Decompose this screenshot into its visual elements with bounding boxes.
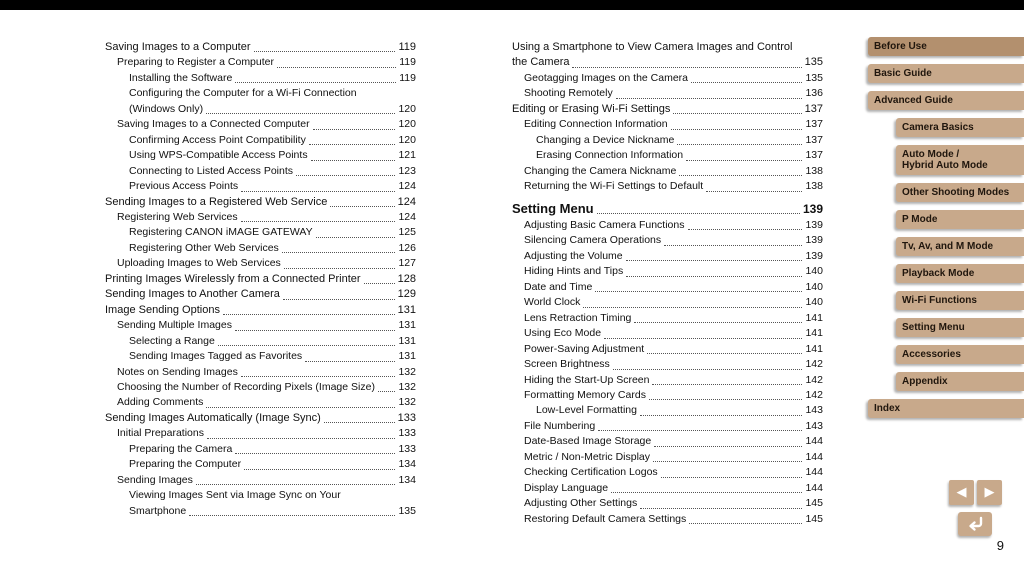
return-button[interactable] — [958, 512, 992, 536]
toc-entry-text: File Numbering — [524, 419, 596, 432]
toc-dotted-leader — [626, 261, 802, 276]
next-page-button[interactable]: ▶ — [977, 480, 1002, 505]
toc-dotted-leader — [649, 385, 803, 400]
toc-dotted-leader — [691, 68, 802, 83]
toc-entry-text: Power-Saving Adjustment — [524, 342, 645, 355]
toc-entry-text: Checking Certification Logos — [524, 466, 658, 479]
sidebar-item-label: Index — [874, 403, 901, 414]
sidebar-item-p-mode[interactable] — [896, 210, 1024, 229]
toc-entry-text: Viewing Images Sent via Image Sync on Your — [129, 489, 341, 502]
toc-entry-text: Adding Comments — [117, 396, 204, 409]
toc-dotted-leader — [311, 145, 396, 160]
toc-dotted-leader — [206, 392, 395, 407]
pager-nav — [949, 480, 1002, 505]
toc-page-ref: 131 — [398, 334, 416, 347]
toc-dotted-leader — [616, 83, 803, 98]
toc-page-ref: 132 — [398, 365, 416, 378]
toc-entry-text: Using WPS-Compatible Access Points — [129, 149, 308, 162]
sidebar-item-basic-guide[interactable] — [868, 64, 1024, 83]
toc-dotted-leader — [296, 161, 395, 176]
toc-page-ref: 141 — [805, 342, 823, 355]
sidebar-item-label: P Mode — [902, 214, 938, 225]
toc-page-ref: 131 — [397, 303, 416, 316]
toc-entry-text: Confirming Access Point Compatibility — [129, 133, 306, 146]
toc-dotted-leader — [378, 377, 396, 392]
toc-dotted-leader — [611, 478, 802, 493]
toc-dotted-leader — [235, 315, 395, 330]
toc-dotted-leader — [647, 339, 802, 354]
toc-entry-text: (Windows Only) — [129, 102, 204, 115]
toc-page-ref: 135 — [804, 56, 823, 69]
sidebar-item-advanced-guide[interactable] — [868, 91, 1024, 110]
toc-page-ref: 120 — [398, 118, 416, 131]
toc-entry-text: Restoring Default Camera Settings — [524, 512, 687, 525]
toc-entry-text: Hiding Hints and Tips — [524, 265, 624, 278]
toc-entry-text: Saving Images to a Connected Computer — [117, 118, 310, 131]
toc-entry-row — [524, 179, 823, 194]
toc-page-ref: 140 — [805, 296, 823, 309]
toc-page-ref: 129 — [397, 288, 416, 301]
toc-page-ref: 132 — [398, 396, 416, 409]
toc-entry-text: Adjusting the Volume — [524, 249, 623, 262]
toc-page-ref: 139 — [805, 218, 823, 231]
toc-dotted-leader — [282, 238, 396, 253]
toc-entry-text: Initial Preparations — [117, 427, 204, 440]
toc-page-ref: 119 — [398, 41, 416, 53]
toc-page-ref: 138 — [805, 164, 823, 177]
toc-dotted-leader — [640, 493, 802, 508]
toc-page-ref: 137 — [805, 118, 823, 131]
toc-page-ref: 144 — [805, 481, 823, 494]
toc-page-ref: 140 — [805, 280, 823, 293]
toc-dotted-leader — [241, 176, 395, 191]
toc-entry-text: Registering Web Services — [117, 210, 238, 223]
toc-entry-text: Notes on Sending Images — [117, 365, 238, 378]
toc-dotted-leader — [686, 145, 802, 160]
toc-dotted-leader — [652, 370, 802, 385]
toc-entry-text: Hiding the Start-Up Screen — [524, 373, 650, 386]
toc-dotted-leader — [653, 447, 802, 462]
toc-page-ref: 138 — [805, 180, 823, 193]
toc-entry-text: Low-Level Formatting — [536, 404, 637, 417]
toc-page-ref: 137 — [804, 102, 823, 115]
toc-entry-text: Using Eco Mode — [524, 327, 602, 340]
toc-page-ref: 135 — [398, 504, 416, 517]
toc-entry-text: Preparing to Register a Computer — [117, 56, 274, 69]
sidebar-item-label: Before Use — [874, 41, 927, 52]
toc-page-ref: 142 — [805, 388, 823, 401]
toc-entry-text: Printing Images Wirelessly from a Connected Printer — [105, 272, 361, 285]
toc-entry-text: Silencing Camera Operations — [524, 234, 662, 247]
sidebar-item-before-use[interactable] — [868, 37, 1024, 56]
toc-entry-row — [117, 365, 416, 380]
sidebar-item-label: Appendix — [902, 376, 948, 387]
toc-page-ref: 131 — [398, 350, 416, 363]
toc-page-ref: 126 — [398, 241, 416, 254]
sidebar-item-label: Accessories — [902, 349, 961, 360]
toc-page-ref: 145 — [805, 497, 823, 510]
toc-entry-text: Date and Time — [524, 280, 593, 293]
toc-page-ref: 142 — [805, 358, 823, 371]
toc-page-ref: 145 — [805, 512, 823, 525]
toc-page-ref: 124 — [398, 180, 416, 193]
sidebar-item-tv-av-and-m-mode[interactable] — [896, 237, 1024, 256]
toc-entry-text: Editing or Erasing Wi-Fi Settings — [512, 102, 671, 115]
toc-entry-text: Preparing the Camera — [129, 442, 233, 455]
toc-entry-text: Editing Connection Information — [524, 118, 668, 131]
toc-entry-text: Choosing the Number of Recording Pixels (Image Size) — [117, 380, 375, 393]
toc-column-right — [512, 40, 823, 527]
toc-dotted-leader — [316, 222, 396, 237]
toc-entry-text: Preparing the Computer — [129, 458, 242, 471]
toc-entry-text: Formatting Memory Cards — [524, 388, 646, 401]
toc-page-ref: 133 — [397, 411, 416, 424]
toc-entry-text: World Clock — [524, 296, 581, 309]
sidebar-item-label: Setting Menu — [902, 322, 965, 333]
toc-page-ref: 127 — [398, 257, 416, 270]
toc-entry[interactable] — [105, 488, 416, 519]
sidebar-item-camera-basics[interactable] — [896, 118, 1024, 137]
toc-entry-text: Changing a Device Nickname — [536, 133, 675, 146]
toc-dotted-leader — [364, 269, 395, 284]
toc-page-ref: 140 — [805, 265, 823, 278]
toc-page-ref: 144 — [805, 450, 823, 463]
toc-dotted-leader — [283, 284, 395, 299]
toc-page-ref: 120 — [398, 102, 416, 115]
toc-entry-text: Uploading Images to Web Services — [117, 257, 281, 270]
toc-page-ref: 135 — [805, 71, 823, 84]
toc-entry-text: Saving Images to a Computer — [105, 41, 251, 53]
sidebar-item-label: Advanced Guide — [874, 95, 953, 106]
toc-entry[interactable] — [105, 71, 416, 86]
toc-page-ref: 125 — [398, 226, 416, 239]
toc-dotted-leader — [572, 52, 801, 67]
toc-entry-text: Sending Images to a Registered Web Service — [105, 195, 328, 208]
toc-entry-text: Sending Images — [117, 473, 193, 486]
toc-entry[interactable] — [105, 86, 416, 117]
toc-entry-text: Using a Smartphone to View Camera Images and Control — [512, 41, 793, 53]
toc-dotted-leader — [706, 176, 802, 191]
sidebar-item-wi-fi-functions[interactable] — [896, 291, 1024, 310]
sidebar-item-accessories[interactable] — [896, 345, 1024, 364]
toc-page-ref: 132 — [398, 380, 416, 393]
sidebar-nav — [868, 37, 1024, 426]
sidebar-item-label: Wi-Fi Functions — [902, 295, 977, 306]
toc-entry-text: Shooting Remotely — [524, 87, 613, 100]
toc-page-ref: 134 — [398, 473, 416, 486]
toc-page-ref: 124 — [398, 210, 416, 223]
toc-page-ref: 123 — [398, 164, 416, 177]
toc-dotted-leader — [254, 37, 396, 52]
toc-entry-row — [129, 71, 416, 86]
toc-entry-text: Sending Multiple Images — [117, 319, 232, 332]
toc-dotted-leader — [654, 431, 802, 446]
toc-dotted-leader — [277, 52, 396, 67]
toc-dotted-leader — [626, 246, 803, 261]
toc-dotted-leader — [218, 331, 396, 346]
toc-entry-text: Adjusting Other Settings — [524, 497, 638, 510]
toc-dotted-leader — [324, 408, 395, 423]
sidebar-item-index[interactable] — [868, 399, 1024, 418]
toc-dotted-leader — [206, 99, 395, 114]
toc-dotted-leader — [313, 114, 396, 129]
toc-entry-text: Image Sending Options — [105, 303, 220, 316]
toc-dotted-leader — [661, 462, 803, 477]
toc-dotted-leader — [688, 215, 803, 230]
toc-entry-row — [129, 504, 416, 519]
toc-dotted-leader — [634, 308, 802, 323]
toc-dotted-leader — [671, 114, 803, 129]
toc-page-ref: 120 — [398, 133, 416, 146]
toc-dotted-leader — [583, 292, 802, 307]
toc-entry-row — [524, 512, 823, 527]
sidebar-item-playback-mode[interactable] — [896, 264, 1024, 283]
toc-entry-text: Geotagging Images on the Camera — [524, 71, 689, 84]
sidebar-item-appendix[interactable] — [896, 372, 1024, 391]
toc-entry-text: Display Language — [524, 481, 609, 494]
sidebar-item-label: Hybrid Auto Mode — [902, 160, 988, 171]
toc-entry[interactable] — [105, 365, 416, 380]
toc-entry-text: Registering Other Web Services — [129, 241, 279, 254]
toc-dotted-leader — [223, 300, 395, 315]
toc-dotted-leader — [196, 470, 396, 485]
toc-page-ref: 133 — [398, 442, 416, 455]
toc-dotted-leader — [241, 362, 396, 377]
toc-entry-text: Selecting a Range — [129, 334, 215, 347]
toc-entry-text: Registering CANON iMAGE GATEWAY — [129, 226, 313, 239]
toc-entry-text: Previous Access Points — [129, 180, 239, 193]
toc-dotted-leader — [677, 130, 802, 145]
sidebar-item-label: Playback Mode — [902, 268, 975, 279]
toc-page-ref: 124 — [397, 195, 416, 208]
toc-entry[interactable] — [512, 179, 823, 194]
return-arrow-icon — [965, 516, 985, 532]
toc-entry-text: Sending Images to Another Camera — [105, 288, 280, 301]
toc-dotted-leader — [189, 501, 395, 516]
toc-entry-text: Adjusting Basic Camera Functions — [524, 218, 685, 231]
toc-dotted-leader — [305, 346, 395, 361]
toc-entry-text: Changing the Camera Nickname — [524, 164, 677, 177]
sidebar-item-label: Tv, Av, and M Mode — [902, 241, 994, 252]
toc-entry-text: Screen Brightness — [524, 358, 610, 371]
sidebar-item-label: Camera Basics — [902, 122, 974, 133]
toc-dotted-leader — [284, 253, 396, 268]
toc-dotted-leader — [309, 130, 396, 145]
toc-dotted-leader — [640, 400, 803, 415]
toc-page-ref: 144 — [805, 466, 823, 479]
toc-entry-text: Installing the Software — [129, 71, 233, 84]
toc-page-ref: 119 — [399, 56, 416, 69]
toc-entry-text: Date-Based Image Storage — [524, 435, 652, 448]
toc-entry-text: Sending Images Automatically (Image Sync) — [105, 411, 321, 424]
toc-page-ref: 136 — [805, 87, 823, 100]
sidebar-item-label: Basic Guide — [874, 68, 932, 79]
toc-page-ref: 119 — [399, 71, 416, 84]
toc-page-ref: 128 — [397, 272, 416, 285]
toc-entry-row — [117, 473, 416, 488]
toc-entry[interactable] — [512, 40, 823, 71]
toc-dotted-leader — [679, 161, 802, 176]
toc-dotted-leader — [613, 354, 803, 369]
page-number: 9 — [996, 538, 1004, 553]
toc-page-ref: 137 — [805, 133, 823, 146]
toc-entry-text: the Camera — [512, 56, 570, 69]
toc-column-left — [105, 40, 416, 519]
toc-entry-text: Sending Images Tagged as Favorites — [129, 350, 303, 363]
sidebar-item-label: Other Shooting Modes — [902, 187, 1010, 198]
toc-dotted-leader — [604, 323, 802, 338]
toc-entry-text: Setting Menu — [512, 200, 594, 216]
toc-dotted-leader — [241, 207, 396, 222]
toc-entry-text: Returning the Wi-Fi Settings to Default — [524, 180, 704, 193]
toc-dotted-leader — [330, 192, 394, 207]
toc-page-ref: 143 — [805, 404, 823, 417]
toc-page-ref: 144 — [805, 435, 823, 448]
toc-entry-text: Erasing Connection Information — [536, 149, 684, 162]
toc-dotted-leader — [235, 68, 396, 83]
toc-page-ref: 137 — [805, 149, 823, 162]
toc-entry[interactable] — [105, 473, 416, 488]
toc-dotted-leader — [598, 416, 802, 431]
toc-entry[interactable] — [512, 512, 823, 527]
toc-dotted-leader — [595, 277, 802, 292]
toc-dotted-leader — [597, 198, 800, 214]
toc-entry-text: Smartphone — [129, 504, 187, 517]
toc-entry-text: Lens Retraction Timing — [524, 311, 632, 324]
toc-dotted-leader — [207, 423, 396, 438]
toc-dotted-leader — [673, 99, 801, 114]
toc-page-ref: 131 — [398, 319, 416, 332]
toc-page-ref: 139 — [805, 249, 823, 262]
toc-dotted-leader — [235, 439, 395, 454]
toc-dotted-leader — [664, 230, 802, 245]
toc-page-ref: 141 — [805, 311, 823, 324]
toc-page-ref: 143 — [805, 419, 823, 432]
toc-dotted-leader — [689, 509, 802, 524]
prev-page-button[interactable]: ◀ — [949, 480, 974, 505]
top-bar — [0, 0, 1024, 10]
sidebar-item-auto-mode-hybrid-auto-mode[interactable] — [896, 145, 1024, 175]
toc-dotted-leader — [244, 454, 395, 469]
toc-page-ref: 142 — [805, 373, 823, 386]
toc-page-ref: 139 — [802, 201, 823, 216]
toc-entry-text: Connecting to Listed Access Points — [129, 164, 294, 177]
toc-page-ref: 134 — [398, 458, 416, 471]
sidebar-item-setting-menu[interactable] — [896, 318, 1024, 337]
toc-page-ref: 133 — [398, 427, 416, 440]
toc-page-ref: 121 — [398, 149, 416, 162]
sidebar-item-other-shooting-modes[interactable] — [896, 183, 1024, 202]
toc-page-ref: 141 — [805, 327, 823, 340]
sidebar-item-label: Auto Mode / — [902, 149, 960, 160]
toc-entry-text: Metric / Non-Metric Display — [524, 450, 651, 463]
toc-entry-text: Configuring the Computer for a Wi-Fi Connection — [129, 87, 357, 100]
toc-page-ref: 139 — [805, 234, 823, 247]
